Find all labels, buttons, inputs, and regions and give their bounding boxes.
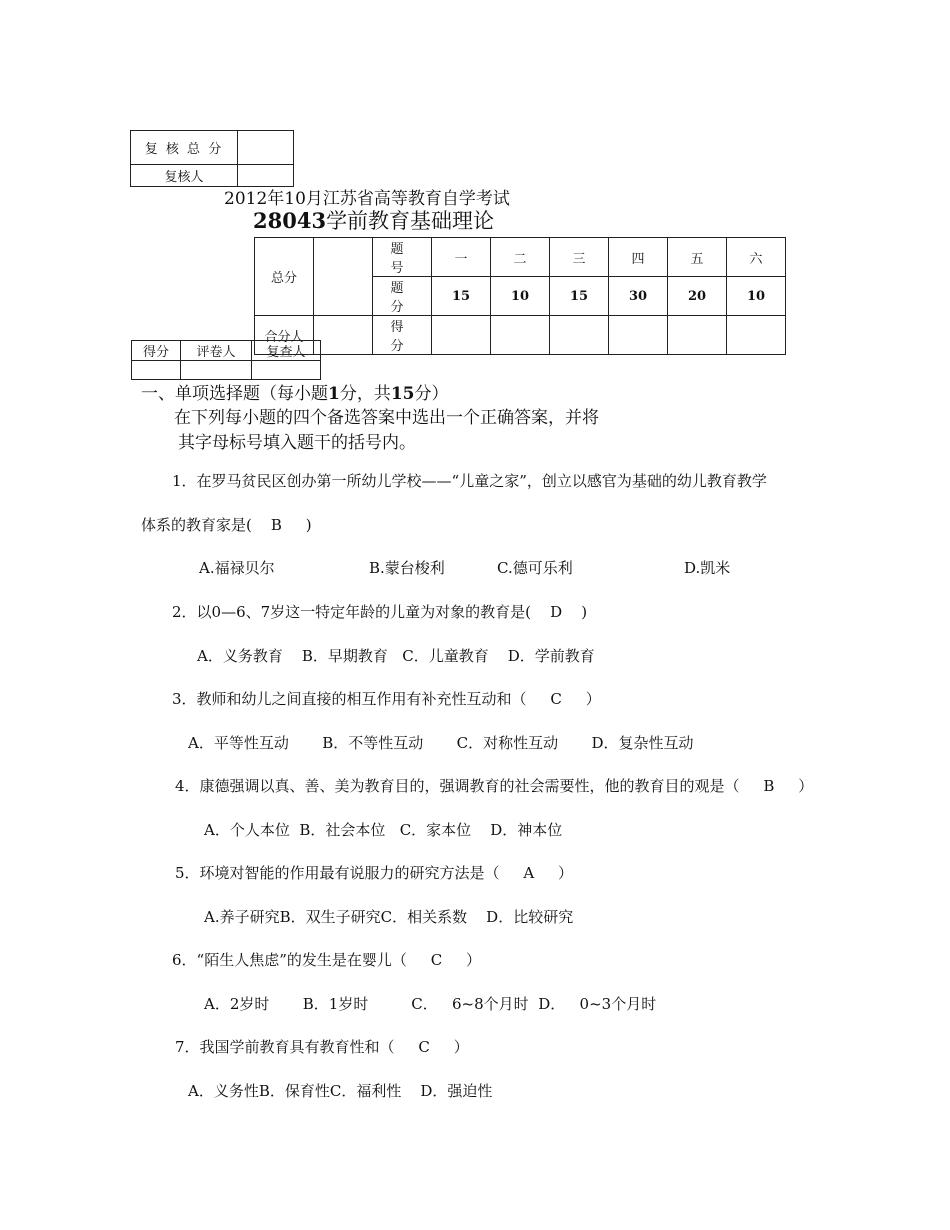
section-number: 一 <box>432 238 491 277</box>
question-1-stem: 1．在罗马贫民区创办第一所幼儿学校——“儿童之家”，创立以感官为基础的幼儿教育教学 <box>172 472 767 490</box>
grader-box <box>131 340 321 380</box>
total-score-cell <box>314 238 373 316</box>
score-cell <box>432 316 491 355</box>
question-3-options: A．平等性互动 B．不等性互动 C．对称性互动 D．复杂性互动 <box>188 734 694 752</box>
rechecker-label: 复查人 <box>252 341 321 361</box>
section-instruction: 其字母标号填入题干的括号内。 <box>178 433 416 453</box>
score-table <box>254 237 786 355</box>
rechecker-cell <box>252 361 321 380</box>
question-7-options: A．义务性B．保育性C．福利性 D．强迫性 <box>188 1082 493 1100</box>
combiner-label: 合分人 <box>255 316 314 355</box>
question-1-option-b: B.蒙台梭利 <box>369 559 445 577</box>
course-code: 28043 <box>253 208 327 233</box>
grader-score-label: 得分 <box>132 341 181 361</box>
total-score-label: 总分 <box>255 238 314 316</box>
course-title <box>253 205 494 235</box>
section-number: 三 <box>550 238 609 277</box>
review-box <box>130 130 294 187</box>
section-number: 五 <box>668 238 727 277</box>
question-1-option-c: C.德可乐利 <box>497 559 573 577</box>
score-cell <box>550 316 609 355</box>
section-number: 二 <box>491 238 550 277</box>
section-points: 10 <box>727 277 786 316</box>
section-title: 一、单项选择题（每小题1分，共15分） <box>141 384 449 404</box>
section-points: 15 <box>550 277 609 316</box>
exam-heading: 2012年10月江苏省高等教育自学考试 <box>224 189 510 209</box>
question-1-stem-cont: 体系的教育家是( B ) <box>141 516 312 534</box>
question-3-stem: 3．教师和幼儿之间直接的相互作用有补充性互动和（ C ） <box>172 690 601 708</box>
score-cell <box>491 316 550 355</box>
row-label-points: 题 分 <box>373 277 432 316</box>
question-1-option-a: A.福禄贝尔 <box>199 559 275 577</box>
score-cell <box>609 316 668 355</box>
row-label-number: 题 号 <box>373 238 432 277</box>
question-6-stem: 6．“陌生人焦虑”的发生是在婴儿（ C ） <box>172 951 482 969</box>
question-5-options: A.养子研究B．双生子研究C．相关系数 D．比较研究 <box>204 908 574 926</box>
section-points: 30 <box>609 277 668 316</box>
grader-label: 评卷人 <box>181 341 252 361</box>
question-4-options: A．个人本位 B．社会本位 C．家本位 D．神本位 <box>204 821 563 839</box>
reviewer-label: 复核人 <box>131 165 238 187</box>
question-5-stem: 5．环境对智能的作用最有说服力的研究方法是（ A ） <box>175 864 574 882</box>
score-cell <box>727 316 786 355</box>
question-7-stem: 7．我国学前教育具有教育性和（ C ） <box>175 1038 469 1056</box>
question-2-options: A．义务教育 B．早期教育 C．儿童教育 D．学前教育 <box>197 647 595 665</box>
combiner-cell <box>314 316 373 355</box>
review-total-label: 复 核 总 分 <box>131 131 238 165</box>
section-number: 六 <box>727 238 786 277</box>
section-number: 四 <box>609 238 668 277</box>
question-4-stem: 4．康德强调以真、善、美为教育目的，强调教育的社会需要性，他的教育目的观是（ B ） <box>175 777 814 795</box>
question-1-option-d: D.凯米 <box>684 559 731 577</box>
section-points: 20 <box>668 277 727 316</box>
grader-cell <box>181 361 252 380</box>
section-instruction: 在下列每小题的四个备选答案中选出一个正确答案，并将 <box>174 408 599 428</box>
grader-score-cell <box>132 361 181 380</box>
score-cell <box>668 316 727 355</box>
question-6-options: A．2岁时 B．1岁时 C． 6~8个月时 D． 0~3个月时 <box>204 995 657 1013</box>
section-points: 10 <box>491 277 550 316</box>
row-label-score: 得 分 <box>373 316 432 355</box>
course-name: 学前教育基础理论 <box>326 209 495 233</box>
question-2-stem: 2．以0—6、7岁这一特定年龄的儿童为对象的教育是( D ) <box>172 603 588 621</box>
section-points: 15 <box>432 277 491 316</box>
review-total-value <box>238 131 294 165</box>
